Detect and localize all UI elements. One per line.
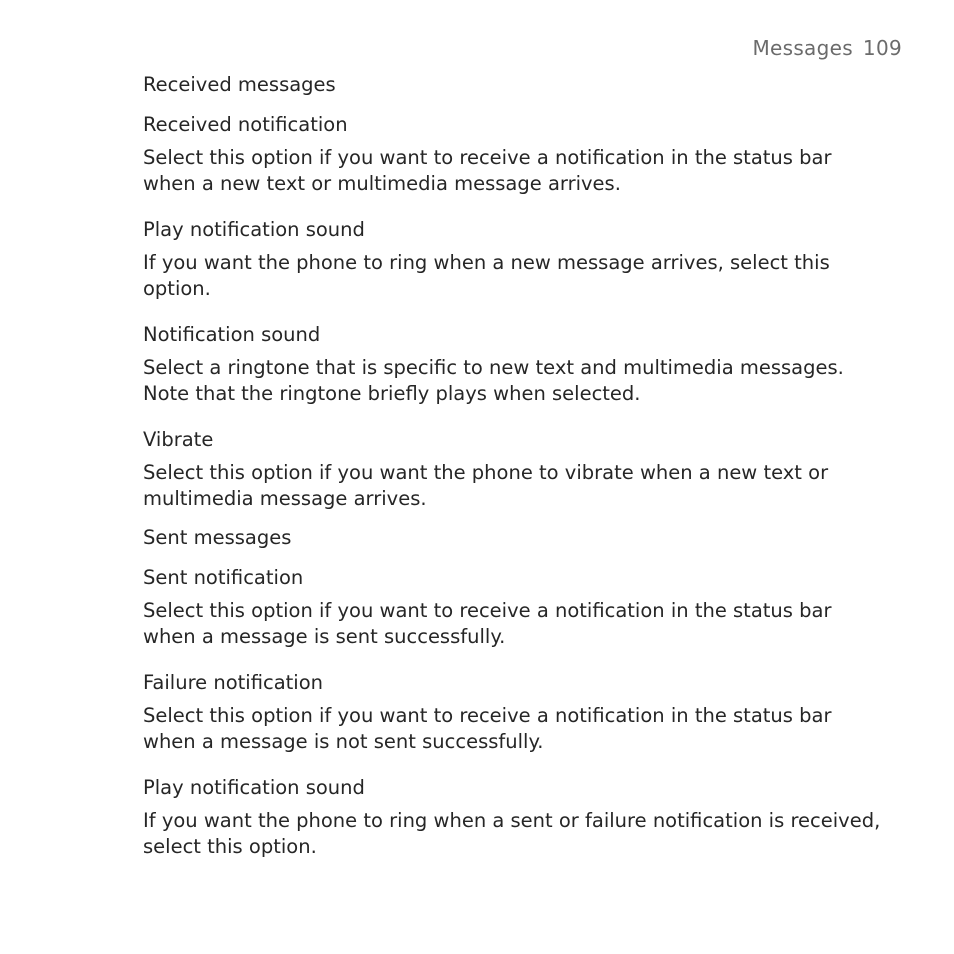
- section-name: Messages: [752, 36, 853, 60]
- setting-item-received-notification: [143, 112, 883, 196]
- setting-title: Notification sound: [143, 323, 321, 346]
- setting-description: Select this option if you want to receive a notification in the status bar when a message is not sent successfully.: [143, 704, 832, 753]
- page-header: [752, 36, 902, 60]
- setting-description: If you want the phone to ring when a sent or failure notification is received, select this option.: [143, 809, 881, 858]
- page-number: 109: [862, 36, 902, 60]
- setting-title: Vibrate: [143, 428, 214, 451]
- received-messages-group: [143, 72, 883, 511]
- setting-title: Failure notification: [143, 671, 324, 694]
- setting-item-vibrate: [143, 427, 883, 511]
- setting-title: Sent notification: [143, 566, 304, 589]
- setting-title: Play notification sound: [143, 218, 365, 241]
- setting-description: Select a ringtone that is specific to new text and multimedia messages. Note that the ringtone briefly plays when selected.: [143, 356, 844, 405]
- setting-description: Select this option if you want to receive a notification in the status bar when a new text or multimedia message arrives.: [143, 146, 832, 195]
- setting-title: Play notification sound: [143, 776, 365, 799]
- setting-item-play-notification-sound: [143, 775, 883, 859]
- sent-messages-group: [143, 525, 883, 859]
- setting-description: Select this option if you want to receive a notification in the status bar when a message is sent successfully.: [143, 599, 832, 648]
- setting-title: Received notification: [143, 113, 348, 136]
- setting-item-play-notification-sound: [143, 217, 883, 301]
- setting-description: If you want the phone to ring when a new message arrives, select this option.: [143, 251, 830, 300]
- page-content: [143, 72, 883, 859]
- setting-item-notification-sound: [143, 322, 883, 406]
- group-heading: Received messages: [143, 73, 336, 96]
- setting-item-failure-notification: [143, 670, 883, 754]
- setting-item-sent-notification: [143, 565, 883, 649]
- group-heading: Sent messages: [143, 526, 292, 549]
- setting-description: Select this option if you want the phone to vibrate when a new text or multimedia message arrives.: [143, 461, 829, 510]
